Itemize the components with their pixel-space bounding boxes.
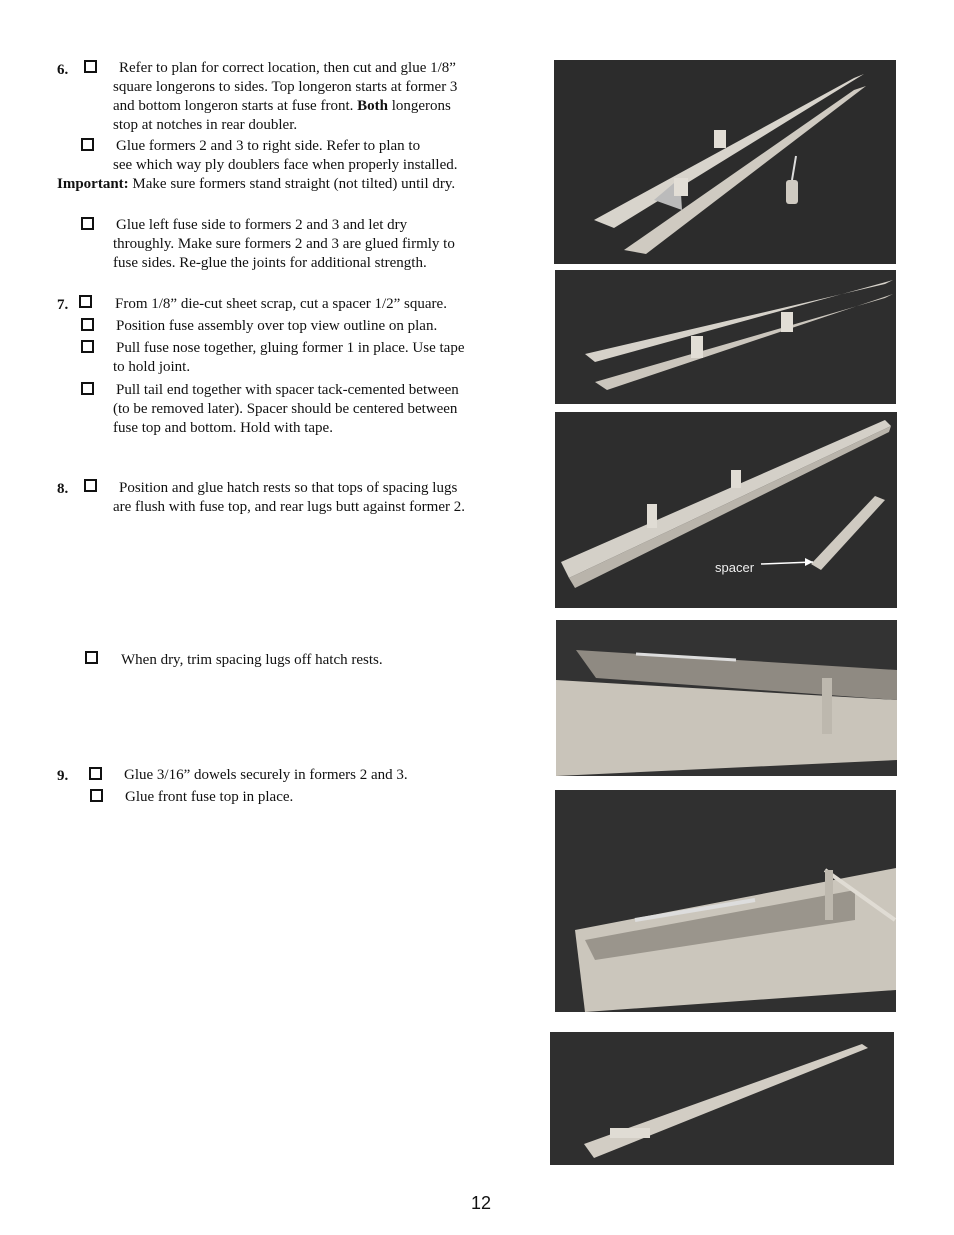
important-note: Important: Make sure formers stand straight (not tilted) until dry. — [57, 176, 456, 192]
step-9a-text: Glue 3/16” dowels securely in formers 2 and 3. — [124, 767, 408, 783]
step-8a-text-cont: are flush with fuse top, and rear lugs butt against former 2. — [113, 499, 465, 515]
step-7b-text: Position fuse assembly over top view outline on plan. — [116, 318, 438, 334]
photo-spacer — [555, 412, 897, 608]
step-8-number: 8. — [57, 481, 69, 497]
step-7a-text: From 1/8” die-cut sheet scrap, cut a spacer 1/2” square. — [115, 296, 447, 312]
checkbox-8a[interactable] — [84, 479, 97, 492]
step-7c-text: Pull fuse nose together, gluing former 1 in place. Use tape — [116, 340, 465, 356]
step-7d-text-cont: (to be removed later). Spacer should be centered between fuse top and bottom. Hold with tape. — [113, 401, 458, 436]
photo-dowels — [555, 790, 896, 1012]
page-number: 12 — [471, 1193, 492, 1213]
step-6-number: 6. — [57, 62, 69, 78]
photo-fuse-sides-formers — [554, 60, 896, 264]
step-9-number: 9. — [57, 768, 69, 784]
step-6a-text-cont: square longerons to sides. Top longeron starts at former 3 and bottom longeron starts at fuse front. Both longerons stop at notches in rear doubler. — [113, 79, 458, 133]
step-7d-text: Pull tail end together with spacer tack-cemented between — [116, 382, 459, 398]
step-8a-text: Position and glue hatch rests so that tops of spacing lugs — [119, 480, 458, 496]
step-6a-text: Refer to plan for correct location, then cut and glue 1/8” — [119, 60, 456, 76]
step-9b-text: Glue front fuse top in place. — [125, 789, 294, 805]
checkbox-7d[interactable] — [81, 382, 94, 395]
step-6b-text-cont: see which way ply doublers face when properly installed. — [113, 157, 458, 173]
spacer-label: spacer — [715, 560, 755, 575]
step-7-number: 7. — [57, 297, 69, 313]
checkbox-7c[interactable] — [81, 340, 94, 353]
photo-front-fuse-top — [550, 1032, 894, 1165]
photo-fuse-assembly — [555, 270, 896, 404]
checkbox-6b[interactable] — [81, 138, 94, 151]
checkbox-6a[interactable] — [84, 60, 97, 73]
step-8b-text: When dry, trim spacing lugs off hatch rests. — [121, 652, 383, 668]
checkbox-6c[interactable] — [81, 217, 94, 230]
checkbox-7a[interactable] — [79, 295, 92, 308]
step-6c-text-cont: throughly. Make sure formers 2 and 3 are glued firmly to fuse sides. Re-glue the joints for additional strength. — [113, 236, 455, 271]
checkbox-9b[interactable] — [90, 789, 103, 802]
step-6b-text: Glue formers 2 and 3 to right side. Refer to plan to — [116, 138, 421, 154]
checkbox-7b[interactable] — [81, 318, 94, 331]
photo-hatch-rests — [556, 620, 897, 776]
checkbox-9a[interactable] — [89, 767, 102, 780]
step-7c-text-cont: to hold joint. — [113, 359, 191, 375]
checkbox-8b[interactable] — [85, 651, 98, 664]
step-6c-text: Glue left fuse side to formers 2 and 3 and let dry — [116, 217, 408, 233]
